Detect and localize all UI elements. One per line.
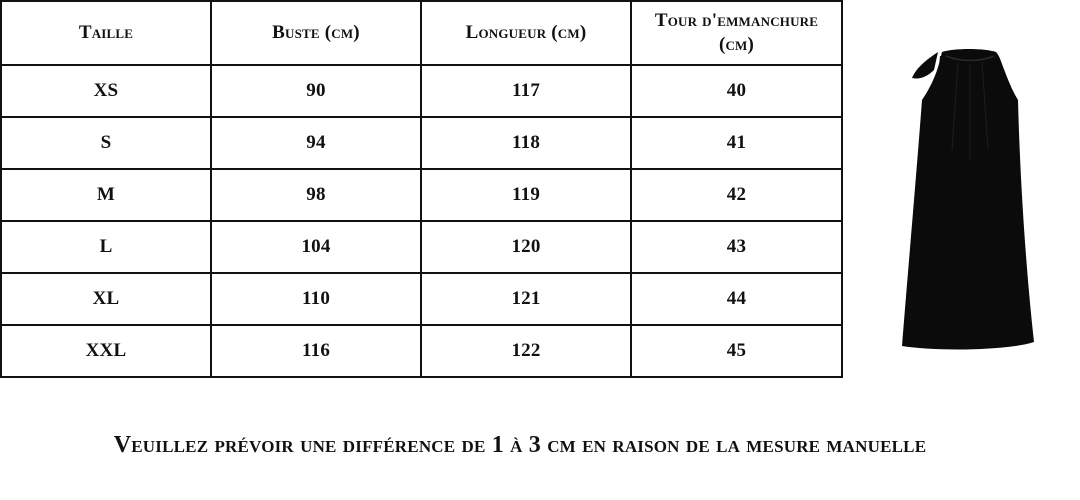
table-row xyxy=(1,221,842,273)
header-size: Taille xyxy=(1,1,211,65)
header-length: Longueur (cm) xyxy=(421,1,631,65)
cell-length: 118 xyxy=(421,117,631,169)
cell-armhole: 43 xyxy=(631,221,842,273)
cell-bust: 104 xyxy=(211,221,421,273)
cell-armhole: 45 xyxy=(631,325,842,377)
table-row xyxy=(1,169,842,221)
cell-length: 120 xyxy=(421,221,631,273)
header-armhole: Tour d'emmanchure (cm) xyxy=(631,1,842,65)
cell-size: S xyxy=(1,117,211,169)
dress-tie-bow xyxy=(912,52,938,79)
cell-bust: 98 xyxy=(211,169,421,221)
dress-image xyxy=(880,30,1060,370)
cell-size: XS xyxy=(1,65,211,117)
cell-size: XL xyxy=(1,273,211,325)
table-row xyxy=(1,325,842,377)
table-row xyxy=(1,273,842,325)
cell-size: M xyxy=(1,169,211,221)
cell-length: 119 xyxy=(421,169,631,221)
measurement-note: Veuillez prévoir une différence de 1 à 3 cm en raison de la mesure manuelle xyxy=(113,432,927,458)
table-row xyxy=(1,65,842,117)
cell-armhole: 44 xyxy=(631,273,842,325)
cell-bust: 94 xyxy=(211,117,421,169)
header-bust: Buste (cm) xyxy=(211,1,421,65)
cell-armhole: 42 xyxy=(631,169,842,221)
cell-size: L xyxy=(1,221,211,273)
cell-armhole: 40 xyxy=(631,65,842,117)
dress-illustration xyxy=(880,30,1060,370)
dress-body xyxy=(902,49,1034,349)
cell-length: 117 xyxy=(421,65,631,117)
cell-bust: 110 xyxy=(211,273,421,325)
cell-bust: 90 xyxy=(211,65,421,117)
table-header-row xyxy=(1,1,842,65)
cell-bust: 116 xyxy=(211,325,421,377)
cell-armhole: 41 xyxy=(631,117,842,169)
table-row xyxy=(1,117,842,169)
cell-size: XXL xyxy=(1,325,211,377)
cell-length: 122 xyxy=(421,325,631,377)
cell-length: 121 xyxy=(421,273,631,325)
